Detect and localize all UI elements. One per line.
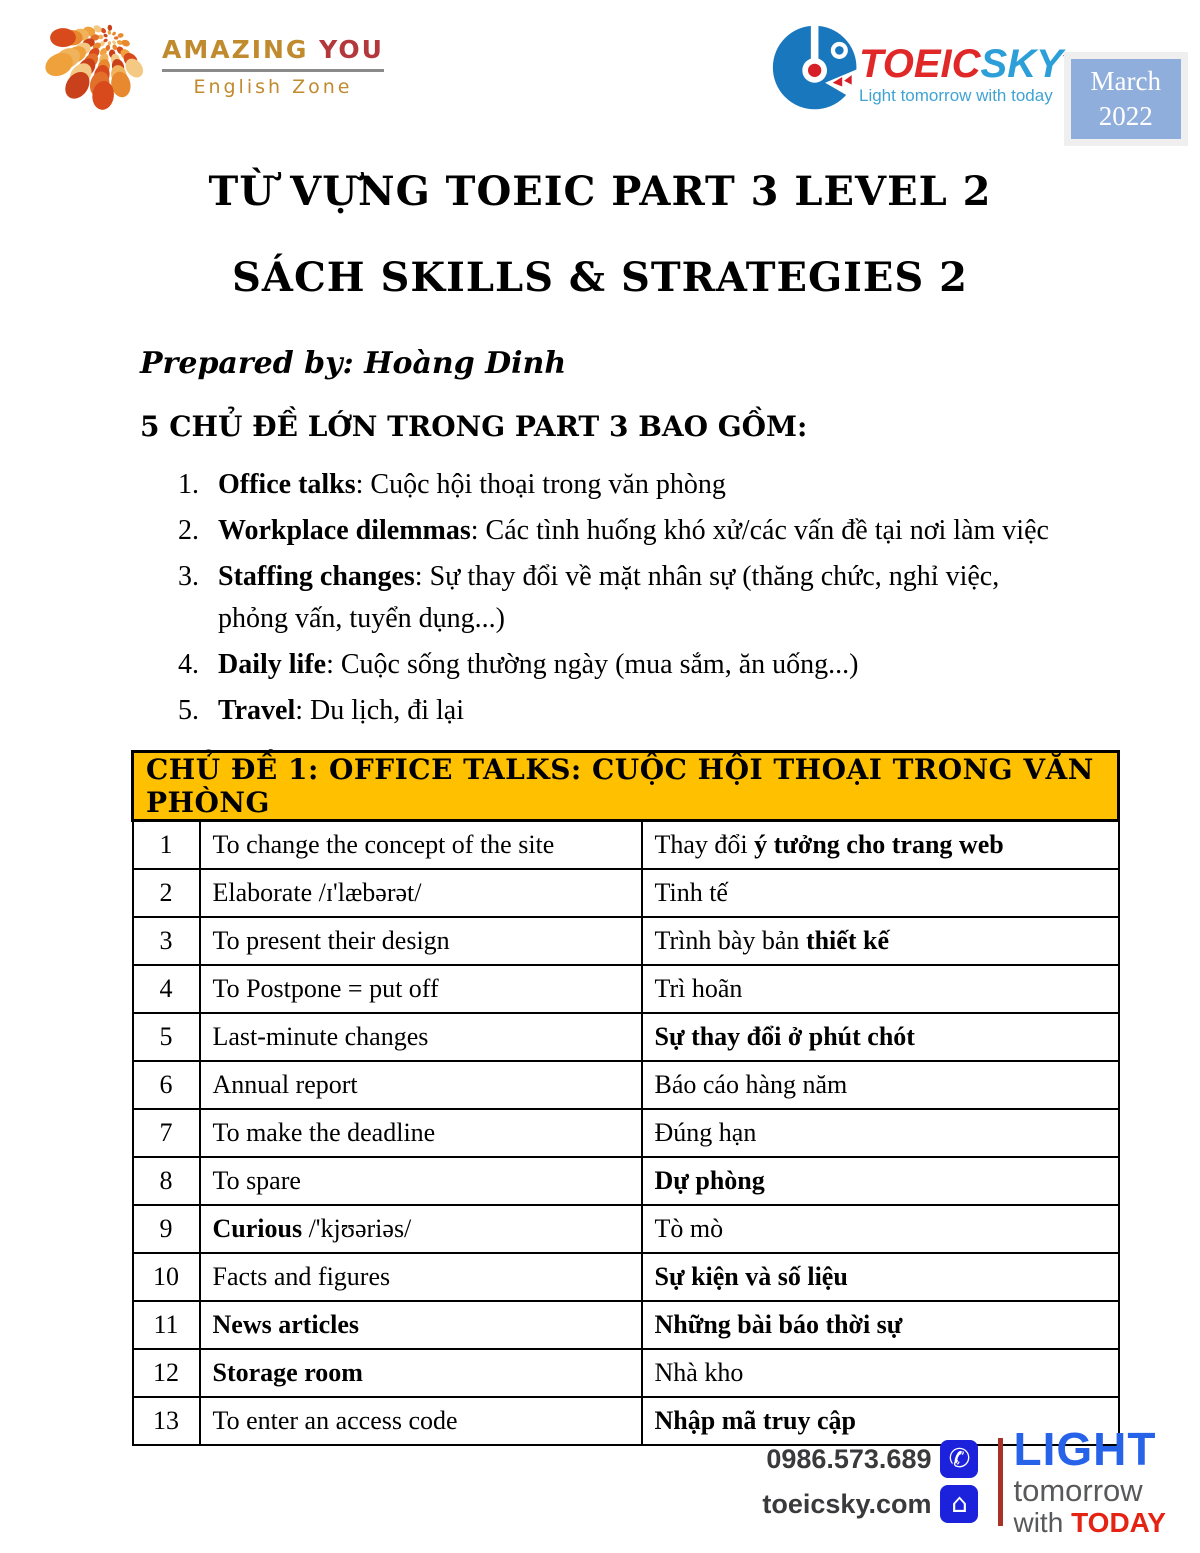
row-number: 5 (133, 1013, 200, 1061)
row-number: 13 (133, 1397, 200, 1445)
vietnamese-cell: Thay đổi ý tưởng cho trang web (642, 820, 1119, 869)
vietnamese-cell: Sự kiện và số liệu (642, 1253, 1119, 1301)
english-cell: Storage room (200, 1349, 642, 1397)
toeicsky-logo (770, 20, 1079, 115)
english-cell: To Postpone = put off (200, 965, 642, 1013)
date-year: 2022 (1098, 101, 1153, 132)
footer-divider (998, 1438, 1003, 1526)
phone-number: 0986.573.689 (766, 1443, 932, 1474)
english-cell: To present their design (200, 917, 642, 965)
table-row (133, 1301, 1119, 1349)
topic-item (178, 556, 1070, 640)
topic-text: Daily life: Cuộc sống thường ngày (mua sắm, ăn uống...) (218, 648, 859, 680)
slogan-today: TODAY (1071, 1507, 1166, 1538)
row-number: 3 (133, 917, 200, 965)
vietnamese-cell: Tò mò (642, 1205, 1119, 1253)
english-cell: News articles (200, 1301, 642, 1349)
english-cell: Last-minute changes (200, 1013, 642, 1061)
row-number: 9 (133, 1205, 200, 1253)
topic-number: 5. (178, 694, 199, 726)
topic-number: 4. (178, 648, 199, 680)
topic-item (178, 690, 1070, 732)
row-number: 2 (133, 869, 200, 917)
english-cell: To enter an access code (200, 1397, 642, 1445)
amazing-word: AMAZING (162, 34, 309, 64)
row-number: 12 (133, 1349, 200, 1397)
table-row (133, 1157, 1119, 1205)
footer-slogan (1013, 1423, 1166, 1538)
english-cell: To make the deadline (200, 1109, 642, 1157)
english-zone-label: English Zone (193, 75, 353, 98)
vietnamese-cell: Trình bày bản thiết kế (642, 917, 1119, 965)
date-month: March (1090, 66, 1161, 96)
table-row (133, 1205, 1119, 1253)
vietnamese-cell: Đúng hạn (642, 1109, 1119, 1157)
row-number: 6 (133, 1061, 200, 1109)
vietnamese-cell: Tinh tế (642, 869, 1119, 917)
logo-divider-rule (162, 69, 384, 72)
sky-word: SKY (980, 42, 1063, 86)
row-number: 11 (133, 1301, 200, 1349)
english-cell: Facts and figures (200, 1253, 642, 1301)
topic-number: 2. (178, 514, 199, 546)
website-url: toeicsky.com (762, 1488, 932, 1519)
vocab-table (131, 750, 1120, 1446)
footer-branding (762, 1423, 1166, 1538)
slogan-with-today: with TODAY (1013, 1507, 1166, 1538)
toeicsky-wordmark (859, 44, 1079, 84)
row-number: 1 (133, 820, 200, 869)
english-cell: To change the concept of the site (200, 820, 642, 869)
topic-item (178, 510, 1070, 552)
row-number: 8 (133, 1157, 200, 1205)
topic-text: Travel: Du lịch, đi lại (218, 694, 464, 726)
home-icon: ⌂ (940, 1485, 978, 1523)
table-row (133, 820, 1119, 869)
vietnamese-cell: Trì hoãn (642, 965, 1119, 1013)
table-row (133, 1253, 1119, 1301)
amazing-you-wordmark (162, 35, 384, 64)
topic-text: Staffing changes: Sự thay đổi về mặt nhân sự (thăng chức, nghỉ việc, phỏng vấn, tuyển dụng...) (218, 560, 1000, 634)
vietnamese-cell: Dự phòng (642, 1157, 1119, 1205)
vietnamese-cell: Báo cáo hàng năm (642, 1061, 1119, 1109)
table-row (133, 1109, 1119, 1157)
amazing-you-logo (36, 10, 384, 122)
english-cell: Curious /'kjʊəriəs/ (200, 1205, 642, 1253)
slogan-light: LIGHT (1013, 1423, 1157, 1475)
slogan-tomorrow: tomorrow (1013, 1473, 1143, 1508)
subtitle: SÁCH SKILLS & STRATEGIES 2 (232, 254, 968, 301)
globe-icon (36, 10, 146, 122)
main-title: TỪ VỰNG TOEIC PART 3 LEVEL 2 (208, 168, 992, 215)
row-number: 4 (133, 965, 200, 1013)
table-row (133, 1349, 1119, 1397)
table-row (133, 869, 1119, 917)
table-row (133, 1013, 1119, 1061)
row-number: 7 (133, 1109, 200, 1157)
vietnamese-cell: Nhập mã truy cập (642, 1397, 1119, 1445)
topic-text: Workplace dilemmas: Các tình huống khó xử/các vấn đề tại nơi làm việc (218, 514, 1049, 546)
topic-number: 3. (178, 560, 199, 592)
vietnamese-cell: Những bài báo thời sự (642, 1301, 1119, 1349)
topics-heading: 5 CHỦ ĐỀ LỚN TRONG PART 3 BAO GỒM: (140, 410, 808, 443)
english-cell: To spare (200, 1157, 642, 1205)
toeicsky-face-icon (770, 20, 865, 115)
vocab-table-body (133, 820, 1119, 1445)
toeicsky-tagline: Light tomorrow with today (859, 86, 1053, 105)
table-title: CHỦ ĐỀ 1: OFFICE TALKS: CUỘC HỘI THOẠI TRONG VĂN PHÒNG (133, 751, 1119, 820)
vietnamese-cell: Sự thay đổi ở phút chót (642, 1013, 1119, 1061)
vietnamese-cell: Nhà kho (642, 1349, 1119, 1397)
row-number: 10 (133, 1253, 200, 1301)
topic-item (178, 464, 1070, 506)
topic-item (178, 644, 1070, 686)
english-cell: Elaborate /ɪ'læbərət/ (200, 869, 642, 917)
topic-text: Office talks: Cuộc hội thoại trong văn phòng (218, 468, 726, 500)
english-cell: Annual report (200, 1061, 642, 1109)
prepared-by: Prepared by: Hoàng Dinh (140, 346, 567, 381)
table-row (133, 1061, 1119, 1109)
toeic-word: TOEIC (859, 42, 981, 86)
page-header (0, 0, 1200, 150)
date-badge (1064, 52, 1188, 146)
you-word: YOU (319, 34, 384, 64)
table-row (133, 917, 1119, 965)
table-row (133, 965, 1119, 1013)
phone-icon: ✆ (940, 1440, 978, 1478)
topic-number: 1. (178, 468, 199, 500)
topics-list (178, 464, 1070, 732)
